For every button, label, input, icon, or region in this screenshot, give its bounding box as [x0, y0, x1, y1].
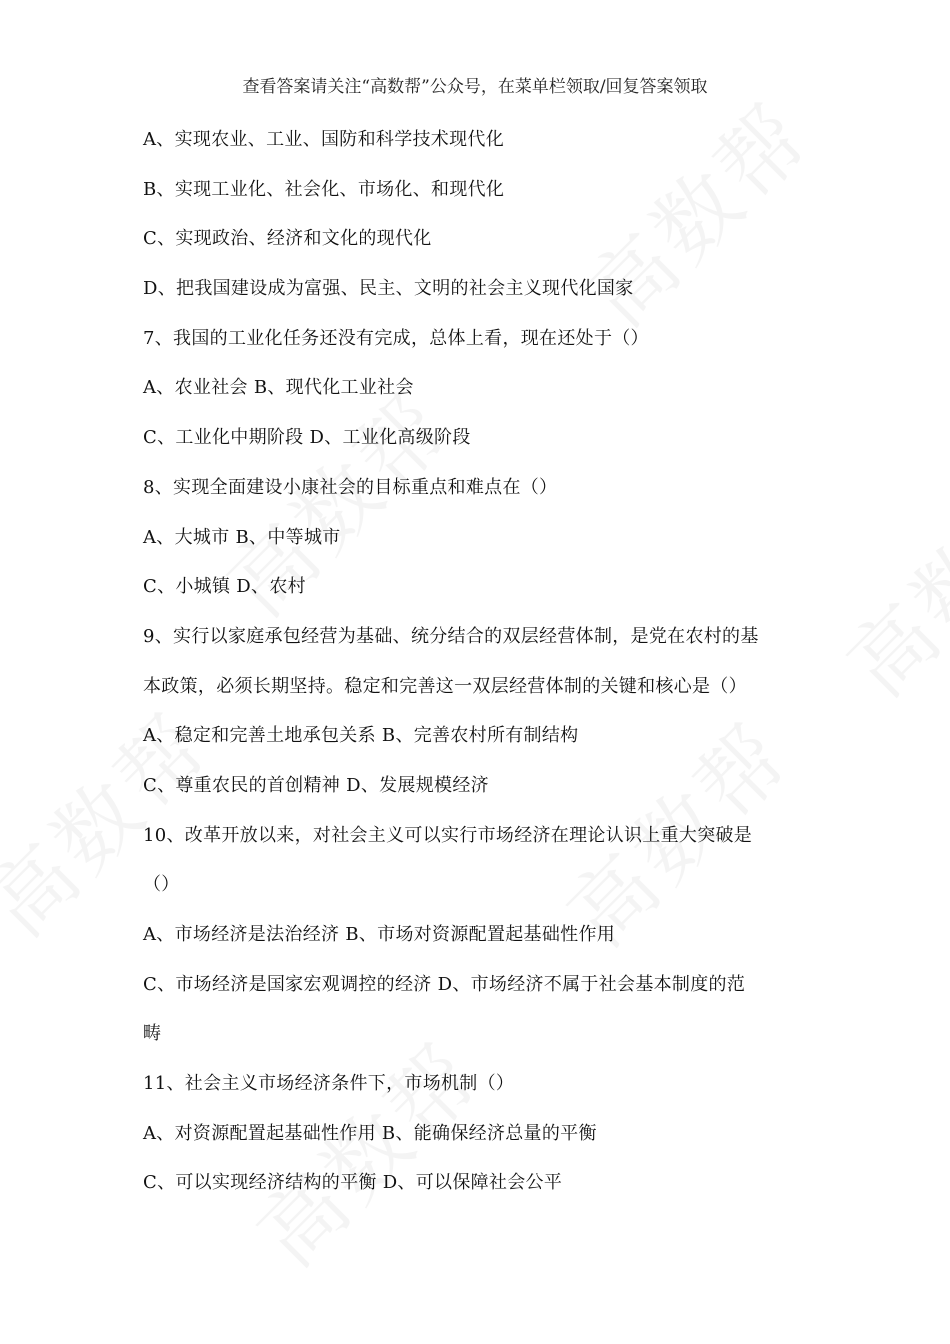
question-9: 9、实行以家庭承包经营为基础、统分结合的双层经营体制，是党在农村的基	[143, 625, 759, 647]
text-line: A、实现农业、工业、国防和科学技术现代化	[143, 129, 504, 150]
question-7: 7、我国的工业化任务还没有完成，总体上看，现在还处于（）	[143, 327, 649, 349]
question-8: 8、实现全面建设小康社会的目标重点和难点在（）	[143, 476, 558, 498]
watermark	[817, 442, 950, 718]
text-line: C、实现政治、经济和文化的现代化	[143, 228, 432, 250]
text-line: A、农业社会 B、现代化工业社会	[143, 377, 414, 399]
text-line: A、大城市 B、中等城市	[143, 526, 341, 548]
question-10: 10、改革开放以来，对社会主义可以实行市场经济在理论认识上重大突破是	[143, 824, 753, 846]
text-line: C、尊重农民的首创精神 D、发展规模经济	[143, 774, 489, 796]
text-line: B、实现工业化、社会化、市场化、和现代化	[143, 178, 505, 200]
question-11: 11、社会主义市场经济条件下，市场机制（）	[143, 1073, 515, 1095]
question-10-cont: （）	[143, 874, 180, 896]
text-line: A、市场经济是法治经济 B、市场对资源配置起基础性作用	[143, 924, 616, 945]
text-line: C、工业化中期阶段 D、工业化高级阶段	[143, 427, 471, 449]
page-header: 查看答案请关注“高数帮”公众号，在菜单栏领取/回复答案领取	[242, 77, 708, 97]
text-line: C、可以实现经济结构的平衡 D、可以保障社会公平	[143, 1172, 563, 1194]
text-line: 畴	[143, 1023, 162, 1045]
question-list	[143, 128, 823, 1221]
text-line: A、稳定和完善土地承包关系 B、完善农村所有制结构	[143, 725, 579, 747]
text-line: C、小城镇 D、农村	[143, 576, 306, 598]
text-line: C、市场经济是国家宏观调控的经济 D、市场经济不属于社会基本制度的范	[143, 973, 746, 995]
text-line: A、对资源配置起基础性作用 B、能确保经济总量的平衡	[143, 1122, 597, 1144]
text-line: D、把我国建设成为富强、民主、文明的社会主义现代化国家	[143, 278, 634, 300]
question-9-cont: 本政策，必须长期坚持。稳定和完善这一双层经营体制的关键和核心是（）	[143, 675, 747, 697]
